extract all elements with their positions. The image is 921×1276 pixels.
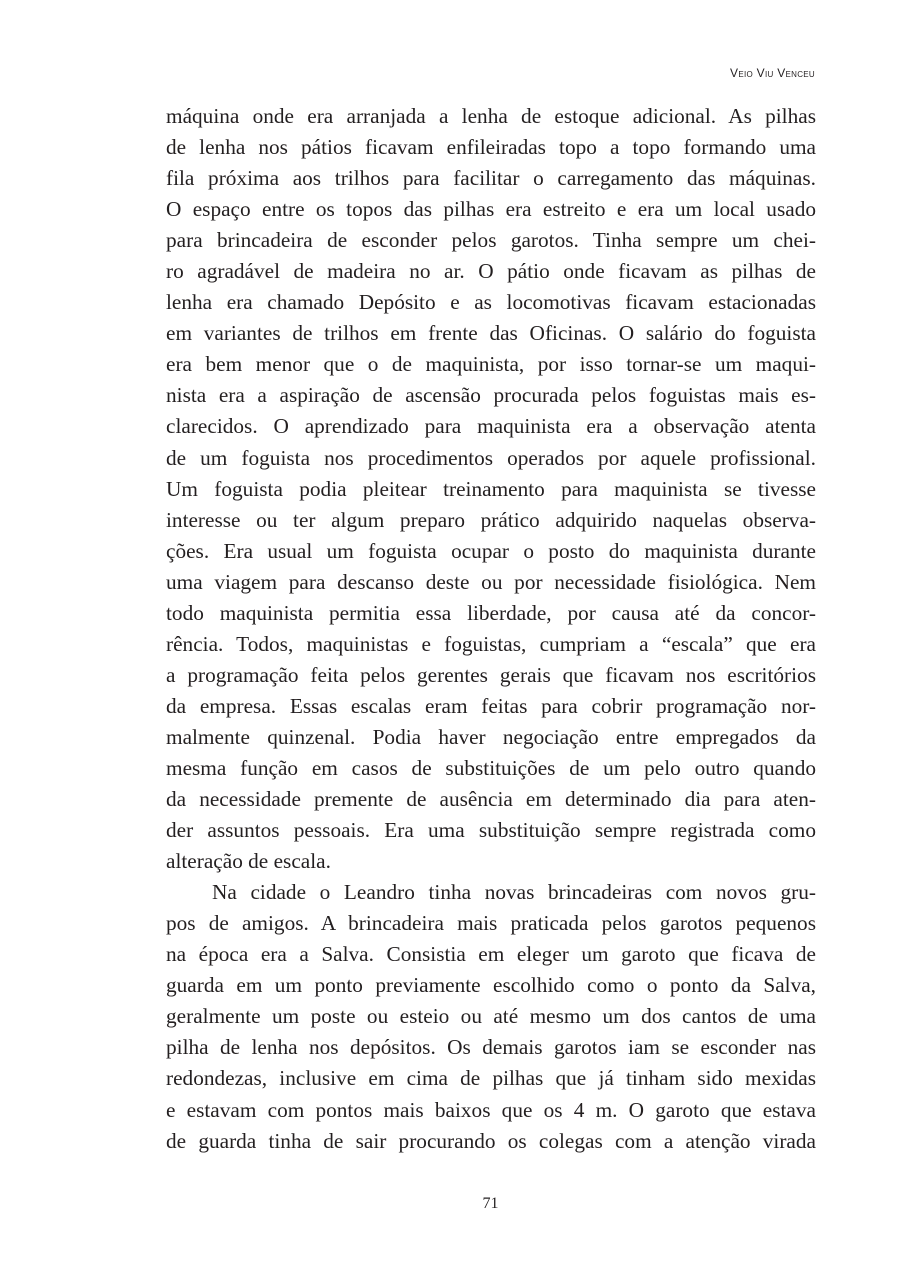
- text-line: clarecidos. O aprendizado para maquinista era a observação atenta: [166, 414, 816, 439]
- text-line: todo maquinista permitia essa liberdade, por causa até da concor-: [166, 600, 816, 625]
- text-line: e estavam com pontos mais baixos que os 4 m. O garoto que estava: [166, 1097, 816, 1122]
- text-line: Na cidade o Leandro tinha novas brincadeiras com novos gru-: [212, 880, 816, 905]
- text-line: na época era a Salva. Consistia em eleger um garoto que ficava de: [166, 942, 816, 967]
- body-text: [166, 101, 816, 1157]
- text-line: der assuntos pessoais. Era uma substituição sempre registrada como: [166, 818, 816, 843]
- paragraph: [166, 101, 816, 877]
- text-line: fila próxima aos trilhos para facilitar o carregamento das máquinas.: [166, 166, 816, 191]
- text-line: rência. Todos, maquinistas e foguistas, cumpriam a “escala” que era: [166, 631, 816, 656]
- text-line: máquina onde era arranjada a lenha de estoque adicional. As pilhas: [166, 104, 816, 128]
- text-line: uma viagem para descanso deste ou por necessidade fisiológica. Nem: [166, 569, 816, 594]
- text-line: alteração de escala.: [166, 849, 331, 874]
- text-line: redondezas, inclusive em cima de pilhas que já tinham sido mexidas: [166, 1066, 816, 1091]
- text-line: malmente quinzenal. Podia haver negociação entre empregados da: [166, 724, 816, 749]
- text-line: ro agradável de madeira no ar. O pátio onde ficavam as pilhas de: [166, 259, 816, 284]
- text-line: nista era a aspiração de ascensão procurada pelos foguistas mais es-: [166, 383, 816, 408]
- text-line: de lenha nos pátios ficavam enfileiradas topo a topo formando uma: [166, 135, 816, 160]
- text-line: era bem menor que o de maquinista, por isso tornar-se um maqui-: [166, 352, 816, 377]
- text-line: da empresa. Essas escalas eram feitas para cobrir programação nor-: [166, 693, 816, 718]
- text-line: de um foguista nos procedimentos operados por aquele profissional.: [166, 445, 816, 470]
- text-line: para brincadeira de esconder pelos garotos. Tinha sempre um chei-: [166, 228, 816, 253]
- text-line: ções. Era usual um foguista ocupar o posto do maquinista durante: [166, 538, 816, 563]
- text-line: O espaço entre os topos das pilhas era estreito e era um local usado: [166, 197, 816, 222]
- text-line: a programação feita pelos gerentes gerais que ficavam nos escritórios: [166, 662, 816, 687]
- text-line: Um foguista podia pleitear treinamento para maquinista se tivesse: [166, 476, 816, 501]
- text-line: de guarda tinha de sair procurando os colegas com a atenção virada: [166, 1128, 816, 1153]
- paragraph: [166, 877, 816, 1156]
- text-line: guarda em um ponto previamente escolhido como o ponto da Salva,: [166, 973, 816, 998]
- text-line: mesma função em casos de substituições de um pelo outro quando: [166, 755, 816, 780]
- text-line: em variantes de trilhos em frente das Oficinas. O salário do foguista: [166, 321, 816, 346]
- text-line: pilha de lenha nos depósitos. Os demais garotos iam se esconder nas: [166, 1035, 816, 1060]
- running-head: Veio Viu Venceu: [730, 66, 815, 80]
- text-line: lenha era chamado Depósito e as locomotivas ficavam estacionadas: [166, 290, 816, 315]
- text-line: pos de amigos. A brincadeira mais praticada pelos garotos pequenos: [166, 911, 816, 936]
- page-number: 71: [482, 1195, 499, 1212]
- text-line: da necessidade premente de ausência em determinado dia para aten-: [166, 787, 816, 812]
- text-line: interesse ou ter algum preparo prático adquirido naquelas observa-: [166, 507, 816, 532]
- text-line: geralmente um poste ou esteio ou até mesmo um dos cantos de uma: [166, 1004, 816, 1029]
